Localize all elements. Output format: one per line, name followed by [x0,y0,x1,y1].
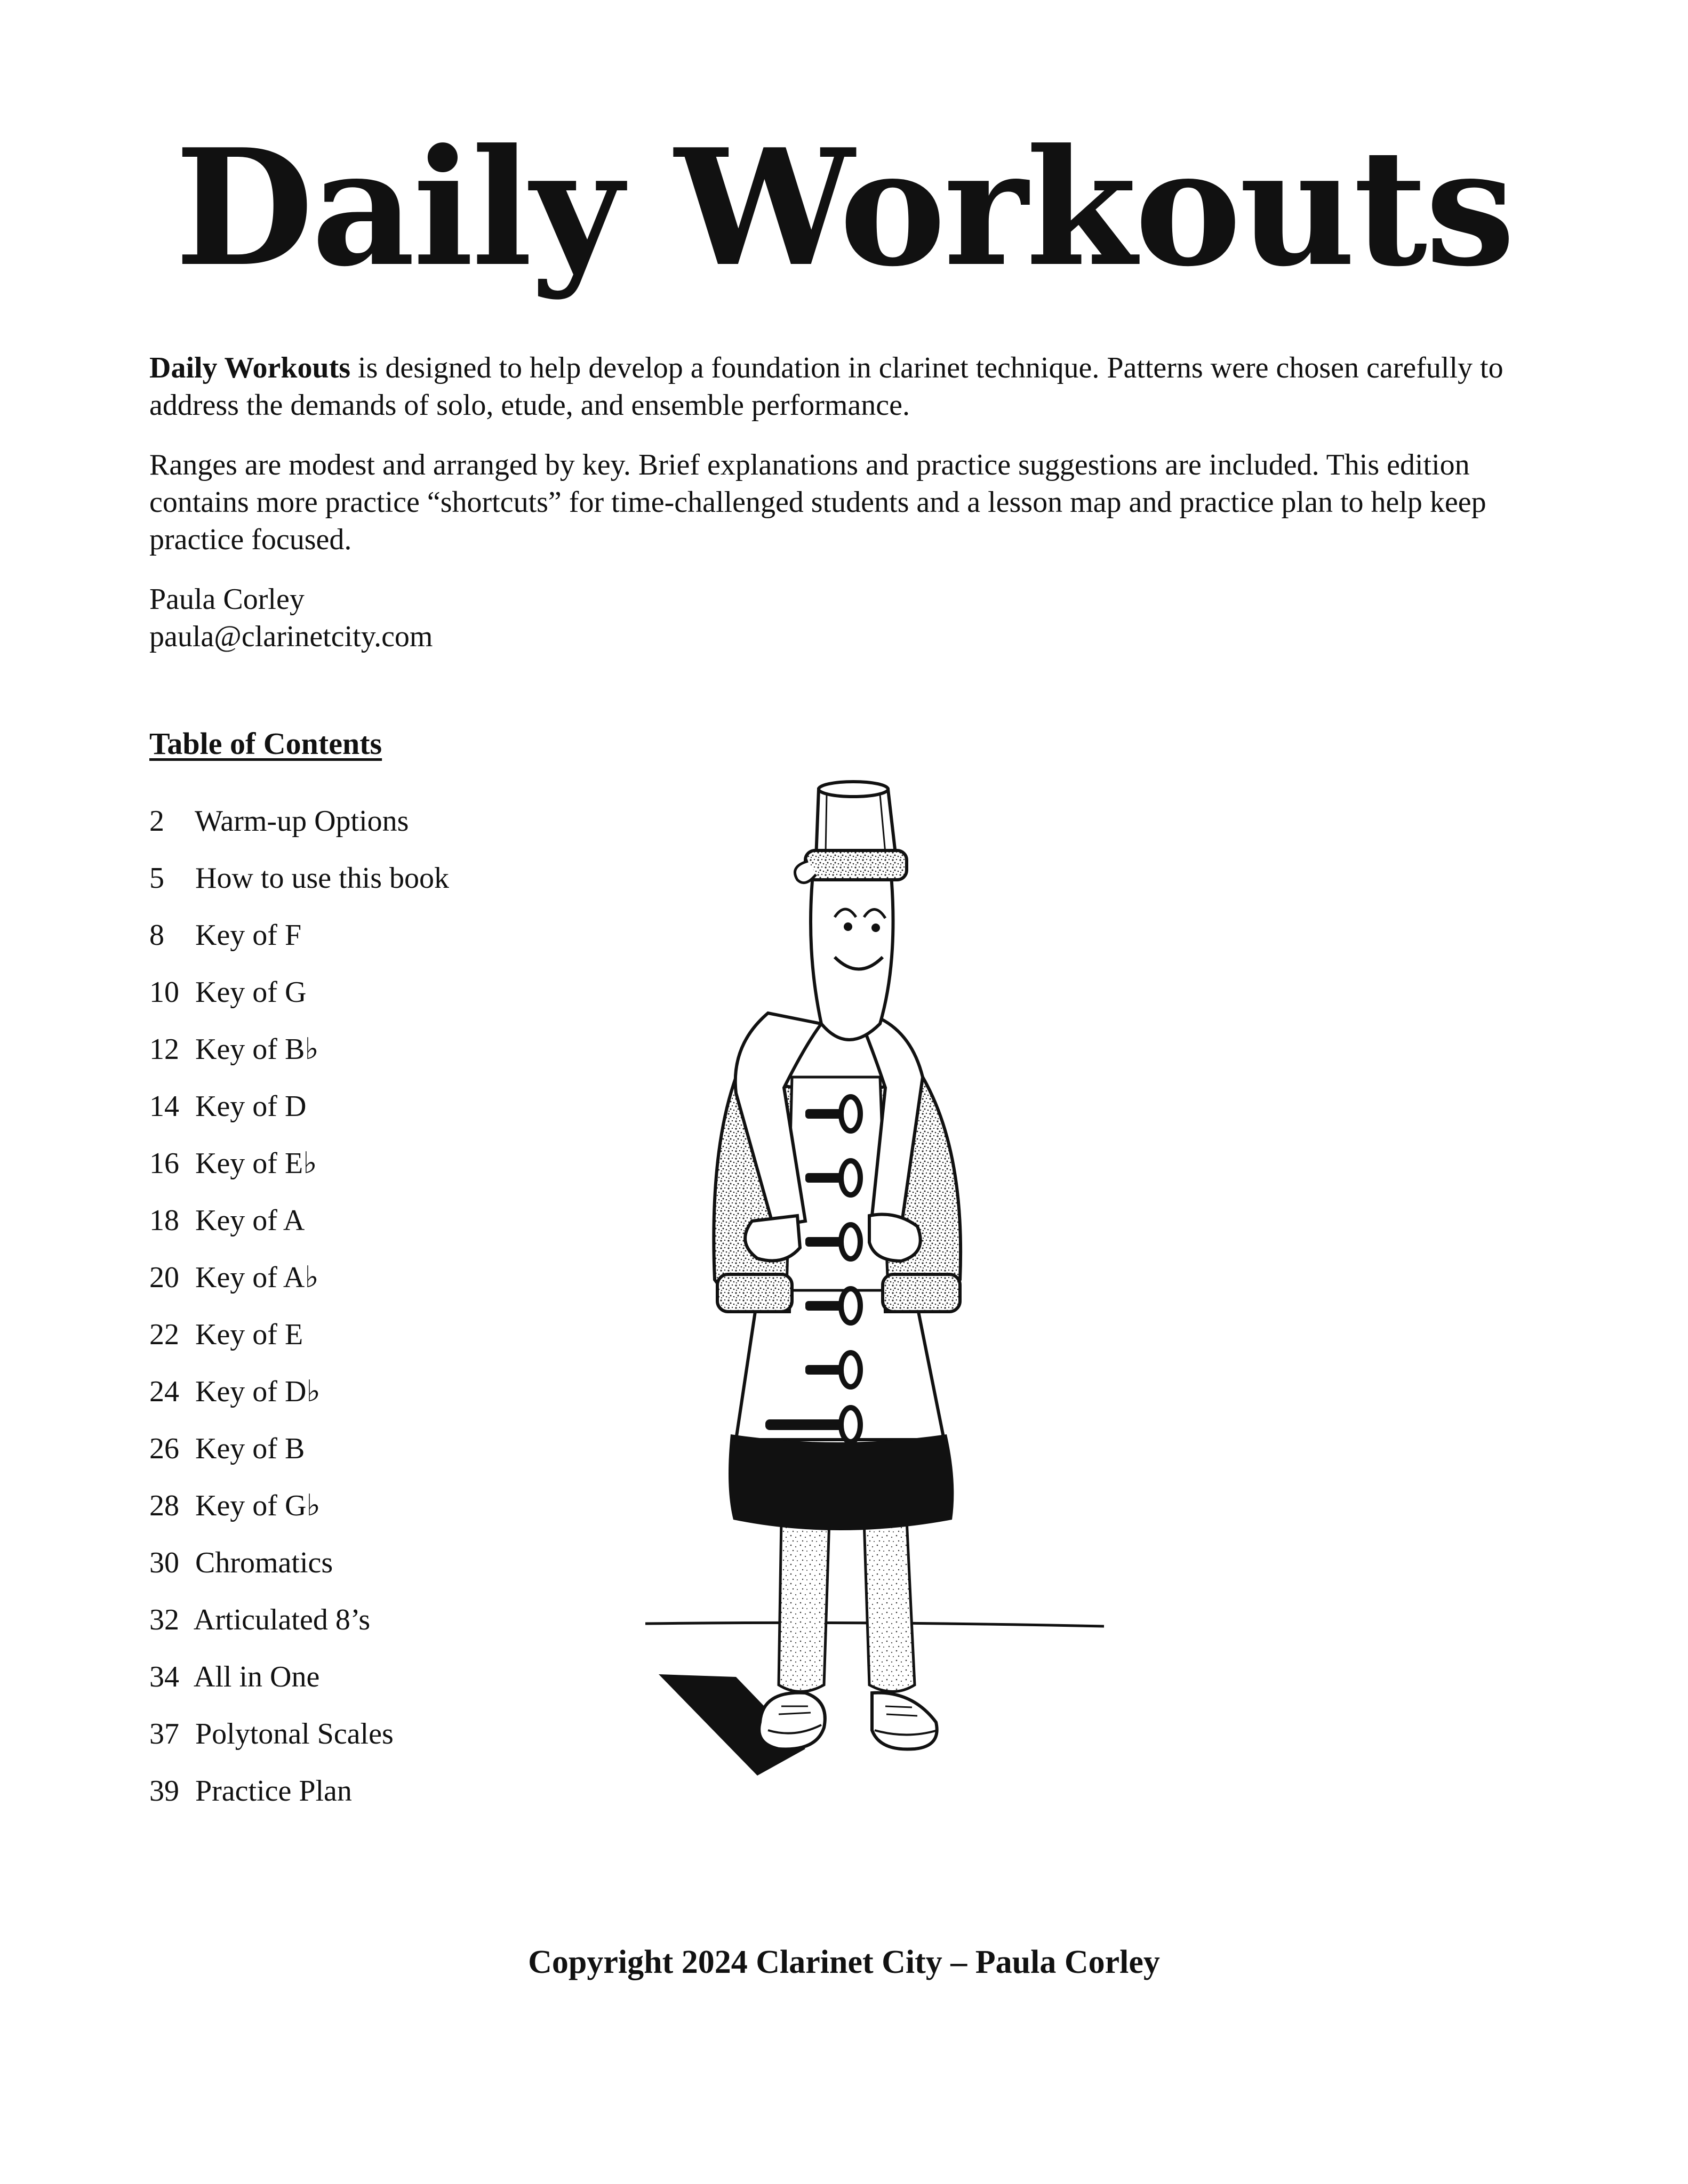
toc-page-number: 12 [149,1033,179,1066]
toc-item [149,1430,449,1487]
sneakers [759,1693,938,1749]
toc-label: Polytonal Scales [195,1717,394,1751]
toc-page-number: 5 [149,862,164,895]
toc-page-number: 16 [149,1147,179,1180]
toc-label: Key of E♭ [195,1147,317,1180]
toc-heading: Table of Contents [149,726,382,761]
toc-item [149,1202,449,1259]
toc-item [149,1715,449,1772]
toc-item [149,1259,449,1316]
toc-label: Articulated 8’s [193,1603,371,1636]
character-head [811,869,893,1040]
toc-item [149,1772,449,1829]
toc-page-number: 10 [149,976,179,1009]
toc-label: Warm-up Options [195,805,409,838]
toc-item [149,1658,449,1715]
toc-page-number: 30 [149,1546,179,1579]
toc-item [149,1031,449,1088]
toc-page-number: 18 [149,1204,179,1237]
intro-paragraph-1-text: is designed to help develop a foundation in clarinet technique. Patterns were chosen carefully to address the demands of solo, etude, and ensemble performance. [149,351,1503,422]
toc-item [149,1316,449,1373]
toc-page-number: 14 [149,1090,179,1123]
table-of-contents [149,802,449,1829]
copyright-notice: Copyright 2024 Clarinet City – Paula Corley [528,1944,1160,1980]
toc-page-number: 39 [149,1774,179,1808]
trousers [779,1520,915,1692]
toc-label: Key of D♭ [195,1375,321,1408]
toc-label: Key of D [195,1090,307,1123]
toc-page-number: 8 [149,919,164,952]
toc-label: All in One [193,1660,320,1693]
author-name: Paula Corley [149,583,305,616]
toc-item [149,917,449,974]
toc-page-number: 37 [149,1717,179,1751]
toc-label: How to use this book [195,862,449,895]
toc-page-number: 28 [149,1489,179,1522]
toc-page-number: 2 [149,805,164,838]
toc-label: Key of B [195,1432,305,1465]
toc-item [149,1373,449,1430]
toc-label: Key of G [195,976,307,1009]
toc-label: Key of E [195,1318,303,1351]
toc-label: Practice Plan [195,1774,352,1808]
toc-page-number: 22 [149,1318,179,1351]
toc-label: Key of B♭ [195,1033,319,1066]
toc-page-number: 24 [149,1375,179,1408]
toc-item [149,1088,449,1145]
author-email: paula@clarinetcity.com [149,620,433,653]
toc-page-number: 20 [149,1261,179,1294]
toc-item [149,974,449,1031]
clarinet-character-illustration [645,746,1125,1824]
intro-paragraph-2: Ranges are modest and arranged by key. Brief explanations and practice suggestions are included. This edition contains more practice “shortcuts” for time-challenged students and a lesson map and practice plan to help keep practice focused. [149,448,1486,556]
toc-item [149,802,449,860]
toc-label: Key of F [195,919,302,952]
toc-page-number: 34 [149,1660,179,1693]
toc-item [149,1487,449,1544]
toc-item [149,860,449,917]
toc-item [149,1544,449,1601]
toc-page-number: 32 [149,1603,179,1636]
toc-page-number: 26 [149,1432,179,1465]
page-title: Daily Workouts [174,114,1514,302]
author-block [149,581,1563,655]
toc-item [149,1145,449,1202]
intro-book-name: Daily Workouts [149,351,351,384]
toc-label: Key of G♭ [195,1489,321,1522]
toc-label: Key of A♭ [195,1261,319,1294]
toc-label: Key of A [195,1204,305,1237]
toc-label: Chromatics [195,1546,333,1579]
fez-hat [795,782,907,883]
toc-item [149,1601,449,1658]
intro-section [149,349,1563,655]
intro-paragraph-1 [149,349,1563,424]
